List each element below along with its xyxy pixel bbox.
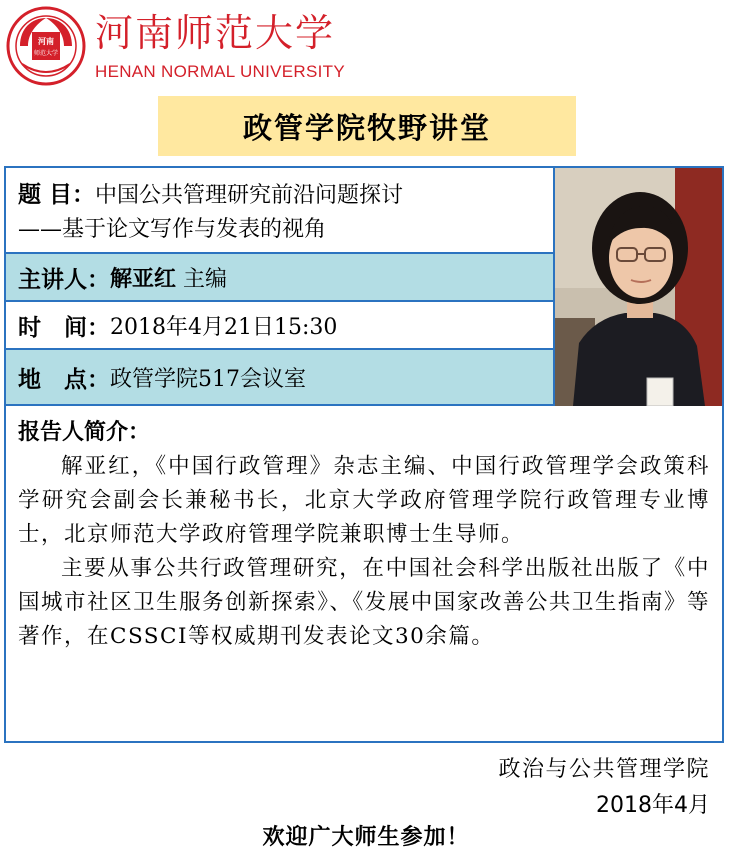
notice-date: 2018年4月 [596, 793, 710, 818]
svg-text:河南: 河南 [38, 37, 54, 46]
welcome-message: 欢迎广大师生参加！ [262, 825, 470, 850]
time-row [6, 302, 553, 350]
university-logo [6, 6, 86, 86]
topic-line1: 中国公共管理研究前沿问题探讨 [95, 183, 404, 208]
speaker-bio [6, 408, 722, 741]
place-label: 地 点： [18, 366, 110, 393]
bio-paragraph-2: 主要从事公共行政管理研究，在中国社会科学出版社出版了《中国城市社区卫生服务创新探索》、《发展中国家改善公共卫生指南》等著作，在CSSCI等权威期刊发表论文30余篇。 [18, 556, 710, 649]
bio-paragraph-1: 解亚红，《中国行政管理》杂志主编、中国行政管理学会政策科学研究会副会长兼秘书长，北京大学政府管理学院行政管理专业博士，北京师范大学政府管理学院兼职博士生导师。 [18, 454, 710, 547]
place-value: 政管学院517会议室 [110, 366, 306, 392]
svg-text:师范大学: 师范大学 [33, 50, 59, 57]
topic-line2: ——基于论文写作与发表的视角 [18, 217, 327, 242]
speaker-name: 解亚红 [110, 266, 177, 292]
time-label: 时 间： [18, 314, 110, 341]
organizer-name: 政治与公共管理学院 [498, 757, 710, 782]
speaker-photo [553, 168, 722, 406]
place-row [6, 350, 553, 406]
topic-row [6, 168, 553, 254]
bio-title: 报告人简介： [18, 420, 151, 445]
topic-label: 题 目： [18, 182, 96, 208]
speaker-title: 主编 [176, 266, 228, 292]
speaker-label: 主讲人： [18, 266, 110, 293]
university-name-cn: 河南师范大学 [95, 11, 336, 55]
speaker-row [6, 254, 553, 302]
time-value: 2018年4月21日15:30 [110, 314, 338, 340]
lecture-info-box [4, 166, 724, 743]
lecture-series-title: 政管学院牧野讲堂 [158, 96, 576, 156]
university-name-en: HENAN NORMAL UNIVERSITY [95, 62, 345, 81]
